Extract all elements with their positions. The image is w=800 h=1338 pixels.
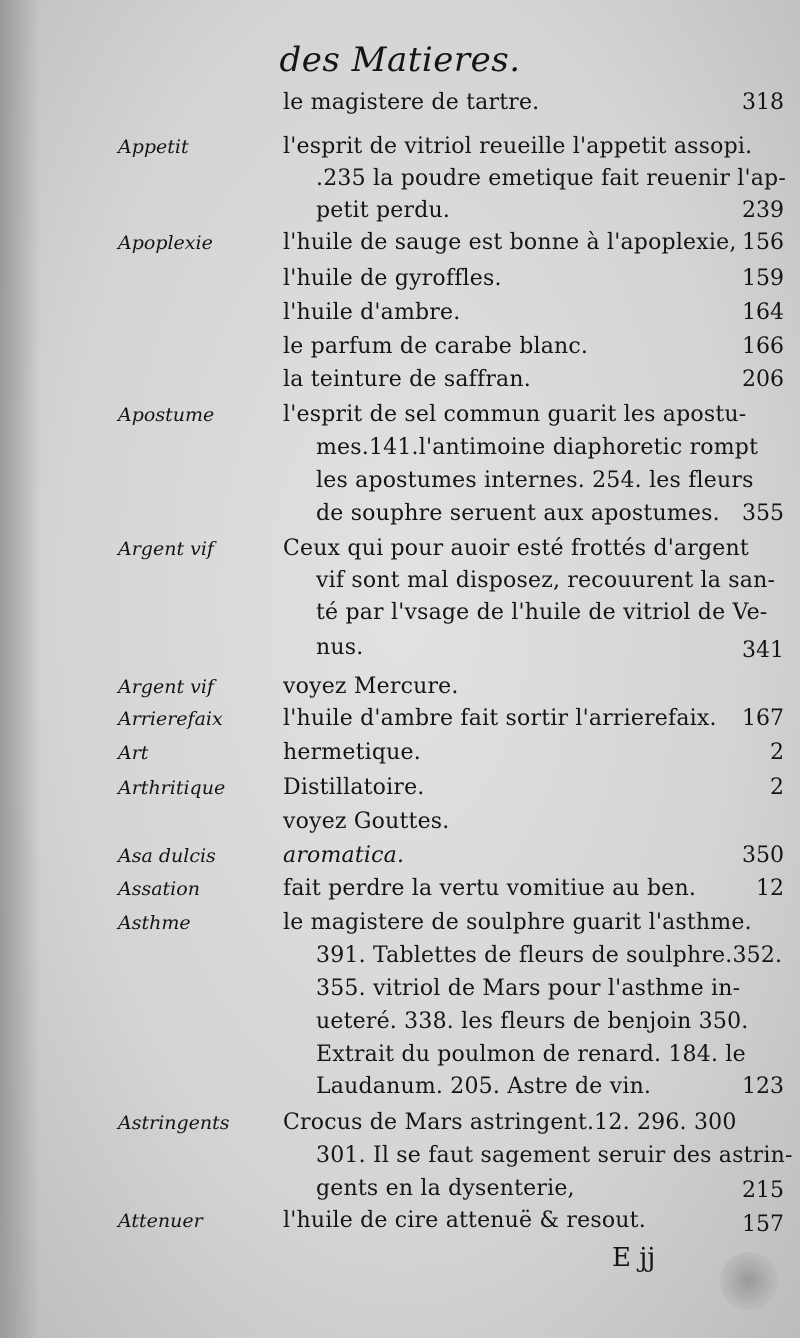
entry-line: le magistere de tartre. <box>283 90 540 115</box>
page-number: 156 <box>742 230 784 255</box>
entry-line: fait perdre la vertu vomitiue au ben. <box>283 876 697 901</box>
entry-keyword: Appetit <box>118 136 189 158</box>
entry-line: Ceux qui pour auoir esté frottés d'argent <box>283 536 749 561</box>
page-number: 355 <box>742 501 784 526</box>
entry-keyword: Art <box>118 742 149 764</box>
entry-line: vif sont mal disposez, recouurent la san- <box>316 568 776 593</box>
entry-line: l'huile de sauge est bonne à l'apoplexie, <box>283 230 737 255</box>
page-number: 206 <box>742 367 784 392</box>
entry-keyword: Astringents <box>118 1112 230 1134</box>
entry-line: le parfum de carabe blanc. <box>283 334 589 359</box>
entry-keyword: Argent vif <box>118 538 214 560</box>
page-edge-shadow <box>0 0 40 1338</box>
page-number: 341 <box>742 638 784 663</box>
entry-line: .235 la poudre emetique fait reuenir l'ap- <box>316 166 786 191</box>
entry-keyword: Argent vif <box>118 676 214 698</box>
page-number: 215 <box>742 1178 784 1203</box>
entry-line: Extrait du poulmon de renard. 184. le <box>316 1042 746 1067</box>
page-number: 2 <box>770 740 784 765</box>
entry-line: gents en la dysenterie, <box>316 1176 575 1201</box>
entry-line: l'huile d'ambre fait sortir l'arrierefaix. <box>283 706 717 731</box>
entry-keyword: Arrierefaix <box>118 708 223 730</box>
entry-line: 355. vitriol de Mars pour l'asthme in- <box>316 976 741 1001</box>
entry-line: l'esprit de vitriol reueille l'appetit assopi. <box>283 134 753 159</box>
entry-keyword: Assation <box>118 878 200 900</box>
entry-line: l'huile de gyroffles. <box>283 266 502 291</box>
entry-line: nus. <box>316 635 364 660</box>
page-number: 123 <box>742 1074 784 1099</box>
entry-line: l'huile de cire attenuë & resout. <box>283 1208 646 1233</box>
entry-keyword: Attenuer <box>118 1210 203 1232</box>
page-number: 167 <box>742 706 784 731</box>
entry-line: hermetique. <box>283 740 421 765</box>
entry-line: de souphre seruent aux apostumes. <box>316 501 720 526</box>
page-number: 166 <box>742 334 784 359</box>
ink-blot <box>720 1252 778 1310</box>
entry-keyword: Arthritique <box>118 777 226 799</box>
entry-line: Crocus de Mars astringent.12. 296. 300 <box>283 1110 737 1135</box>
entry-line: mes.141.l'antimoine diaphoretic rompt <box>316 435 759 460</box>
entry-line: voyez Gouttes. <box>283 809 450 834</box>
entry-line: aromatica. <box>283 843 405 868</box>
entry-keyword: Asa dulcis <box>118 845 216 867</box>
entry-keyword: Asthme <box>118 912 191 934</box>
entry-line: le magistere de soulphre guarit l'asthme. <box>283 910 752 935</box>
page-number: 239 <box>742 198 784 223</box>
page-number: 318 <box>742 90 784 115</box>
signature-mark: E jj <box>612 1243 656 1273</box>
entry-line: l'huile d'ambre. <box>283 300 461 325</box>
entry-line: ueteré. 338. les fleurs de benjoin 350. <box>316 1009 749 1034</box>
entry-line: té par l'vsage de l'huile de vitriol de Ve- <box>316 600 768 625</box>
entry-line: la teinture de saffran. <box>283 367 531 392</box>
entry-keyword: Apoplexie <box>118 232 213 254</box>
entry-line: petit perdu. <box>316 198 451 223</box>
entry-line: Laudanum. 205. Astre de vin. <box>316 1074 652 1099</box>
page-number: 2 <box>770 775 784 800</box>
entry-line: Distillatoire. <box>283 775 425 800</box>
page-number: 12 <box>756 876 784 901</box>
page-number: 159 <box>742 266 784 291</box>
page-number: 157 <box>742 1212 784 1237</box>
entry-line: voyez Mercure. <box>283 674 459 699</box>
entry-keyword: Apostume <box>118 404 215 426</box>
entry-line: 301. Il se faut sagement seruir des astrin- <box>316 1143 793 1168</box>
entry-line: l'esprit de sel commun guarit les apostu- <box>283 402 747 427</box>
page-number: 164 <box>742 300 784 325</box>
entry-line: 391. Tablettes de fleurs de soulphre.352. <box>316 943 783 968</box>
running-header: des Matieres. <box>279 40 521 80</box>
page-number: 350 <box>742 843 784 868</box>
entry-line: les apostumes internes. 254. les fleurs <box>316 468 754 493</box>
